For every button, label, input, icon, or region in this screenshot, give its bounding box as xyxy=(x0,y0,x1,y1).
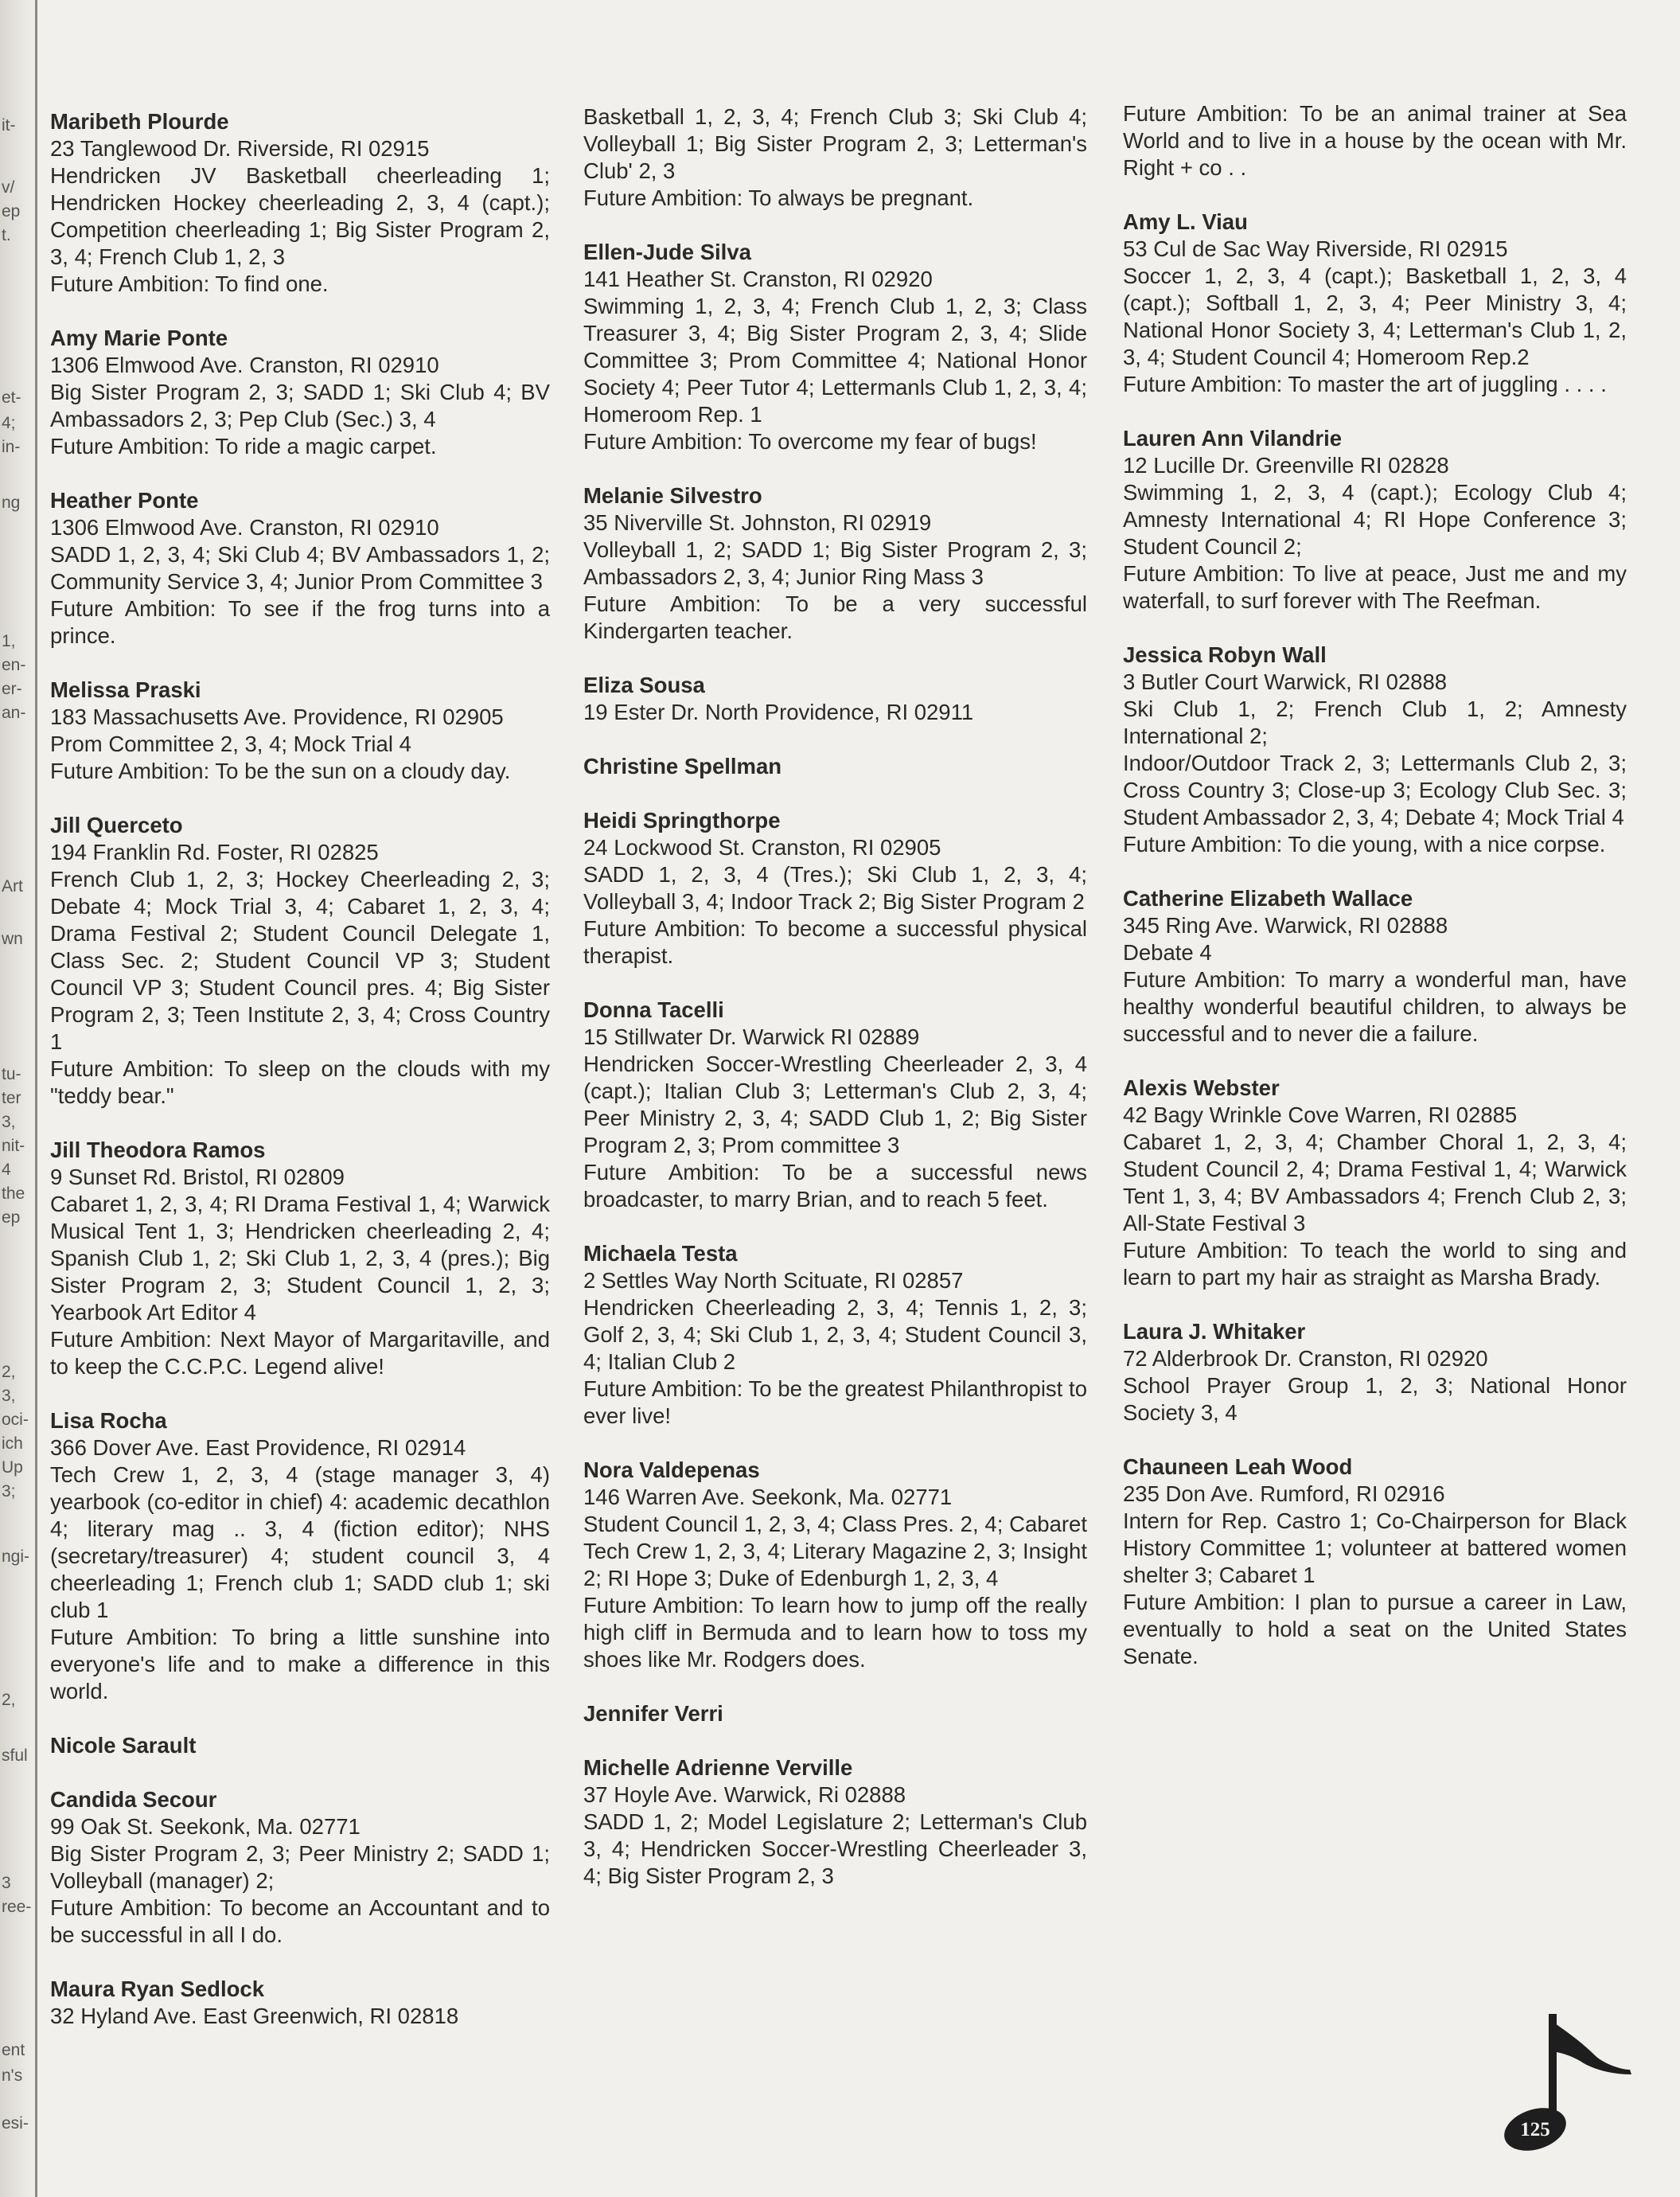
senior-entry xyxy=(583,672,1087,726)
entry-name: Jennifer Verri xyxy=(583,1701,723,1726)
entry-name: Michelle Adrienne Verville xyxy=(583,1755,853,1780)
gutter-fragment: 3 xyxy=(2,1874,11,1892)
entry-detail: Future Ambition: Next Mayor of Margaritaville, and to keep the C.C.P.C. Legend alive! xyxy=(50,1327,550,1379)
entry-detail: Hendricken Cheerleading 2, 3, 4; Tennis 1, 2, 3; Golf 2, 3, 4; Ski Club 1, 2, 3, 4; Student Council 3, 4; Italian Club 2 xyxy=(583,1295,1087,1374)
page-number: 125 xyxy=(1520,2119,1550,2140)
entry-detail: SADD 1, 2, 3, 4; Ski Club 4; BV Ambassadors 1, 2; Community Service 3, 4; Junior Prom Committee 3 xyxy=(50,542,550,594)
senior-entry xyxy=(583,1754,1087,1890)
senior-entry xyxy=(583,482,1087,645)
entry-detail: Prom Committee 2, 3, 4; Mock Trial 4 xyxy=(50,732,411,756)
gutter-fragment: 1, xyxy=(2,632,16,650)
senior-entry xyxy=(583,239,1087,455)
senior-entry xyxy=(50,108,550,298)
entry-detail: Student Council 1, 2, 3, 4; Class Pres. 2, 4; Cabaret Tech Crew 1, 2, 3, 4; Literary Magazine 2, 3; Insight 2; RI Hope 3; Duke of Edenburgh 1, 2, 3, 4 xyxy=(583,1512,1087,1590)
entry-detail: Future Ambition: To become a successful physical therapist. xyxy=(583,916,1087,968)
entry-address: 19 Ester Dr. North Providence, RI 02911 xyxy=(583,700,974,724)
gutter-fragment: it- xyxy=(2,116,16,135)
entry-detail: Big Sister Program 2, 3; SADD 1; Ski Club 4; BV Ambassadors 2, 3; Pep Club (Sec.) 3, 4 xyxy=(50,380,550,431)
facing-page-fragments xyxy=(0,0,32,2197)
gutter-fragment: Up xyxy=(2,1458,23,1477)
entry-detail: Future Ambition: To master the art of juggling . . . . xyxy=(1123,372,1607,396)
entry-name: Jill Querceto xyxy=(50,813,183,837)
senior-entry xyxy=(1123,209,1627,398)
gutter-fragment: ich xyxy=(2,1434,23,1453)
entry-detail: Intern for Rep. Castro 1; Co-Chairperson for Black History Committee 1; volunteer at battered women shelter 3; Cabaret 1 xyxy=(1123,1508,1627,1587)
senior-entry xyxy=(1123,1454,1627,1670)
entry-address: 1306 Elmwood Ave. Cranston, RI 02910 xyxy=(50,353,439,377)
senior-entry xyxy=(50,677,550,785)
gutter-fragment: et- xyxy=(2,388,21,407)
gutter-fragment: ep xyxy=(2,202,21,220)
gutter-fragment: wn xyxy=(2,930,23,948)
entry-detail: Future Ambition: To overcome my fear of bugs! xyxy=(583,429,1037,454)
senior-entry xyxy=(1123,100,1627,181)
gutter-fragment: 3, xyxy=(2,1113,16,1131)
entry-name: Laura J. Whitaker xyxy=(1123,1319,1306,1344)
entry-detail: Future Ambition: To learn how to jump off the really high cliff in Bermuda and to learn how to toss my shoes like Mr. Rodgers does. xyxy=(583,1593,1087,1672)
entry-detail: Future Ambition: To die young, with a nice corpse. xyxy=(1123,832,1606,857)
gutter-fragment: er- xyxy=(2,680,22,698)
entry-name: Nicole Sarault xyxy=(50,1733,197,1758)
gutter-fragment: 2, xyxy=(2,1691,16,1709)
gutter-fragment: tu- xyxy=(2,1065,21,1083)
gutter-fragment: ent xyxy=(2,2041,25,2059)
gutter-fragment: in- xyxy=(2,438,21,456)
entry-name: Nora Valdepenas xyxy=(583,1458,760,1482)
entry-name: Lisa Rocha xyxy=(50,1408,167,1433)
entry-address: 35 Niverville St. Johnston, RI 02919 xyxy=(583,510,932,535)
entry-address: 23 Tanglewood Dr. Riverside, RI 02915 xyxy=(50,136,430,161)
entry-detail: Future Ambition: To ride a magic carpet. xyxy=(50,434,437,459)
entry-detail: Indoor/Outdoor Track 2, 3; Lettermanls Club 2, 3; Cross Country 3; Close-up 3; Ecology Club Sec. 3; Student Ambassador 2, 3, 4; Debate 4; Mock Trial 4 xyxy=(1123,751,1627,829)
entry-name: Maribeth Plourde xyxy=(50,109,229,134)
entry-name: Christine Spellman xyxy=(583,754,782,779)
entry-detail: Debate 4 xyxy=(1123,940,1212,965)
entry-address: 42 Bagy Wrinkle Cove Warren, RI 02885 xyxy=(1123,1102,1518,1127)
entry-detail: Swimming 1, 2, 3, 4 (capt.); Ecology Club 4; Amnesty International 4; RI Hope Conference 3; Student Council 2; xyxy=(1123,480,1627,559)
entry-address: 9 Sunset Rd. Bristol, RI 02809 xyxy=(50,1165,345,1189)
entry-detail: Future Ambition: To always be pregnant. xyxy=(583,185,974,210)
entry-detail: Soccer 1, 2, 3, 4 (capt.); Basketball 1, 2, 3, 4 (capt.); Softball 1, 2, 3, 4; Peer Ministry 3, 4; National Honor Society 3, 4; Letterman's Club 1, 2, 3, 4; Student Council 4; Homeroom Rep.2 xyxy=(1123,263,1627,369)
entry-detail: School Prayer Group 1, 2, 3; National Honor Society 3, 4 xyxy=(1123,1373,1627,1425)
entry-address: 32 Hyland Ave. East Greenwich, RI 02818 xyxy=(50,2004,459,2028)
entry-detail: Ski Club 1, 2; French Club 1, 2; Amnesty International 2; xyxy=(1123,697,1627,748)
gutter-fragment: an- xyxy=(2,704,26,722)
gutter-fragment: 3, xyxy=(2,1387,16,1405)
gutter-fragment: ep xyxy=(2,1208,21,1227)
entry-detail: Tech Crew 1, 2, 3, 4 (stage manager 3, 4) yearbook (co-editor in chief) 4: academic decathlon 4; literary mag .. 3, 4 (fiction editor); NHS (secretary/treasurer) 4; student council 3, 4 cheerleading 1; French club 1; SADD club 1; ski club 1 xyxy=(50,1462,550,1622)
column-1 xyxy=(50,108,550,2057)
entry-name: Chauneen Leah Wood xyxy=(1123,1454,1353,1479)
entry-address: 12 Lucille Dr. Greenville RI 02828 xyxy=(1123,453,1449,478)
senior-entry xyxy=(50,1976,550,2030)
gutter-fragment: nit- xyxy=(2,1137,25,1155)
entry-name: Donna Tacelli xyxy=(583,997,724,1022)
gutter-fragment: ter xyxy=(2,1089,21,1107)
entry-address: 345 Ring Ave. Warwick, RI 02888 xyxy=(1123,913,1448,938)
gutter-fragment: 3; xyxy=(2,1482,16,1500)
entry-detail: Future Ambition: To be the greatest Philanthropist to ever live! xyxy=(583,1376,1087,1428)
entry-detail: French Club 1, 2, 3; Hockey Cheerleading 2, 3; Debate 4; Mock Trial 3, 4; Cabaret 1, 2, 3, 4; Drama Festival 2; Student Council Delegate 1, Class Sec. 2; Student Council VP 3; Student Council VP 3; Student Council pres. 4; Big Sister Program 2, 3; Teen Institute 2, 3, 4; Cross Country 1 xyxy=(50,867,550,1054)
entry-name: Melissa Praski xyxy=(50,677,201,702)
entry-address: 53 Cul de Sac Way Riverside, RI 02915 xyxy=(1123,236,1508,261)
senior-entry xyxy=(1123,642,1627,858)
entry-detail: SADD 1, 2, 3, 4 (Tres.); Ski Club 1, 2, 3, 4; Volleyball 3, 4; Indoor Track 2; Big Sister Program 2 xyxy=(583,862,1087,914)
entry-detail: Future Ambition: To be a successful news broadcaster, to marry Brian, and to reach 5 feet. xyxy=(583,1160,1087,1212)
gutter-fragment: 4; xyxy=(2,414,16,432)
entry-address: 24 Lockwood St. Cranston, RI 02905 xyxy=(583,835,941,860)
gutter-fragment: t. xyxy=(2,226,11,244)
gutter-fragment: oci- xyxy=(2,1411,29,1429)
entry-detail: Future Ambition: To live at peace, Just me and my waterfall, to surf forever with The Reefman. xyxy=(1123,561,1627,613)
entry-detail: SADD 1, 2; Model Legislature 2; Letterman's Club 3, 4; Hendricken Soccer-Wrestling Cheerleader 3, 4; Big Sister Program 2, 3 xyxy=(583,1809,1087,1888)
entry-name: Jessica Robyn Wall xyxy=(1123,642,1327,667)
entry-address: 99 Oak St. Seekonk, Ma. 02771 xyxy=(50,1814,361,1839)
entry-address: 1306 Elmwood Ave. Cranston, RI 02910 xyxy=(50,515,439,540)
senior-entry xyxy=(1123,425,1627,615)
entry-address: 2 Settles Way North Scituate, RI 02857 xyxy=(583,1268,964,1293)
gutter-fragment: esi- xyxy=(2,2114,29,2133)
entry-address: 146 Warren Ave. Seekonk, Ma. 02771 xyxy=(583,1485,953,1509)
gutter-fragment: 4 xyxy=(2,1161,11,1179)
entry-address: 72 Alderbrook Dr. Cranston, RI 02920 xyxy=(1123,1346,1488,1371)
senior-entry xyxy=(583,1700,1087,1727)
entry-name: Eliza Sousa xyxy=(583,673,705,697)
senior-entry xyxy=(1123,885,1627,1048)
gutter-fragment: 2, xyxy=(2,1363,16,1381)
entry-detail: Future Ambition: To be a very successful Kindergarten teacher. xyxy=(583,591,1087,643)
entry-address: 183 Massachusetts Ave. Providence, RI 02905 xyxy=(50,704,504,729)
entry-detail: Hendricken Soccer-Wrestling Cheerleader 2, 3, 4 (capt.); Italian Club 3; Letterman's Club 2, 3, 4; Peer Ministry 2, 3, 4; SADD Club 1, 2; Big Sister Program 2, 3; Prom committee 3 xyxy=(583,1052,1087,1157)
gutter-fragment: v/ xyxy=(2,178,15,197)
gutter-fragment: ng xyxy=(2,494,21,512)
senior-entry xyxy=(50,1786,550,1949)
entry-detail: Cabaret 1, 2, 3, 4; RI Drama Festival 1, 4; Warwick Musical Tent 1, 3; Hendricken cheerleading 2, 4; Spanish Club 1, 2; Ski Club 1, 2, 3, 4 (pres.); Big Sister Program 2, 3; Student Council 1, 2, 3; Yearbook Art Editor 4 xyxy=(50,1192,550,1325)
gutter-fragment: n's xyxy=(2,2066,23,2085)
entry-detail: Future Ambition: To be the sun on a cloudy day. xyxy=(50,759,511,783)
entry-name: Alexis Webster xyxy=(1123,1075,1280,1100)
senior-entry xyxy=(50,1407,550,1705)
senior-entry xyxy=(1123,1318,1627,1426)
entry-address: 3 Butler Court Warwick, RI 02888 xyxy=(1123,669,1448,694)
entry-address: 141 Heather St. Cranston, RI 02920 xyxy=(583,267,933,291)
entry-name: Heidi Springthorpe xyxy=(583,808,781,833)
entry-detail: Cabaret 1, 2, 3, 4; Chamber Choral 1, 2, 3, 4; Student Council 2, 4; Drama Festival 1, 4; Warwick Tent 1, 3, 4; BV Ambassadors 4; French Club 2, 3; All-State Festival 3 xyxy=(1123,1130,1627,1235)
entry-address: 194 Franklin Rd. Foster, RI 02825 xyxy=(50,840,379,864)
entry-detail: Future Ambition: To be an animal trainer at Sea World and to live in a house by the ocean with Mr. Right + co . . xyxy=(1123,101,1627,180)
senior-entry xyxy=(583,997,1087,1213)
gutter-fragment: en- xyxy=(2,656,26,674)
senior-entry xyxy=(50,1137,550,1380)
entry-address: 235 Don Ave. Rumford, RI 02916 xyxy=(1123,1481,1445,1506)
senior-entry xyxy=(583,1240,1087,1430)
entry-name: Michaela Testa xyxy=(583,1241,738,1266)
entry-name: Amy Marie Ponte xyxy=(50,326,228,350)
senior-entry xyxy=(50,487,550,650)
senior-entry xyxy=(583,103,1087,212)
entry-detail: Future Ambition: To bring a little sunshine into everyone's life and to make a difference in this world. xyxy=(50,1625,550,1703)
binding-edge xyxy=(35,0,37,2197)
senior-entry xyxy=(583,753,1087,780)
entry-name: Heather Ponte xyxy=(50,488,199,513)
column-2 xyxy=(583,103,1087,1917)
entry-name: Jill Theodora Ramos xyxy=(50,1138,266,1162)
entry-detail: Future Ambition: To marry a wonderful man, have healthy wonderful beautiful children, to always be successful and to never die a failure. xyxy=(1123,967,1627,1046)
entry-name: Ellen-Jude Silva xyxy=(583,240,751,264)
entry-detail: Future Ambition: To become an Accountant and to be successful in all I do. xyxy=(50,1895,550,1947)
entry-detail: Future Ambition: I plan to pursue a career in Law, eventually to hold a seat on the United States Senate. xyxy=(1123,1590,1627,1668)
entry-detail: Future Ambition: To find one. xyxy=(50,271,329,296)
column-3 xyxy=(1123,100,1627,1697)
senior-entry xyxy=(583,807,1087,970)
senior-entry xyxy=(1123,1075,1627,1291)
entry-detail: Swimming 1, 2, 3, 4; French Club 1, 2, 3; Class Treasurer 3, 4; Big Sister Program 2, 3, 4; Slide Committee 3; Prom Committee 4; National Honor Society 4; Peer Tutor 4; Lettermanls Club 1, 2, 3, 4; Homeroom Rep. 1 xyxy=(583,294,1087,427)
entry-address: 15 Stillwater Dr. Warwick RI 02889 xyxy=(583,1024,920,1049)
note-flag xyxy=(1550,2020,1631,2074)
senior-entry xyxy=(50,812,550,1110)
gutter-fragment: ree- xyxy=(2,1898,32,1916)
entry-name: Candida Secour xyxy=(50,1787,217,1812)
entry-detail: Future Ambition: To see if the frog turns into a prince. xyxy=(50,596,550,648)
entry-name: Maura Ryan Sedlock xyxy=(50,1977,264,2001)
gutter-fragment: ngi- xyxy=(2,1547,30,1566)
entry-name: Lauren Ann Vilandrie xyxy=(1123,426,1343,451)
senior-entry xyxy=(50,325,550,460)
entry-name: Amy L. Viau xyxy=(1123,209,1248,234)
gutter-fragment: sful xyxy=(2,1746,28,1765)
entry-address: 37 Hoyle Ave. Warwick, Ri 02888 xyxy=(583,1782,906,1807)
senior-entry xyxy=(583,1457,1087,1673)
entry-detail: Volleyball 1, 2; SADD 1; Big Sister Program 2, 3; Ambassadors 2, 3, 4; Junior Ring Mass 3 xyxy=(583,537,1087,589)
entry-detail: Future Ambition: To teach the world to sing and learn to part my hair as straight as Marsha Brady. xyxy=(1123,1238,1627,1290)
entry-detail: Hendricken JV Basketball cheerleading 1; Hendricken Hockey cheerleading 2, 3, 4 (capt.); Competition cheerleading 1; Big Sister Program 2, 3, 4; French Club 1, 2, 3 xyxy=(50,163,550,269)
gutter-fragment: the xyxy=(2,1184,25,1203)
entry-detail: Big Sister Program 2, 3; Peer Ministry 2; SADD 1; Volleyball (manager) 2; xyxy=(50,1841,550,1893)
entry-name: Melanie Silvestro xyxy=(583,483,762,508)
entry-detail: Basketball 1, 2, 3, 4; French Club 3; Ski Club 4; Volleyball 1; Big Sister Program 2, 3; Letterman's Club' 2, 3 xyxy=(583,104,1087,183)
entry-detail: Future Ambition: To sleep on the clouds with my "teddy bear." xyxy=(50,1056,550,1108)
entry-name: Catherine Elizabeth Wallace xyxy=(1123,886,1413,911)
gutter-fragment: Art xyxy=(2,877,23,896)
entry-address: 366 Dover Ave. East Providence, RI 02914 xyxy=(50,1435,466,1460)
senior-entry xyxy=(50,1732,550,1759)
